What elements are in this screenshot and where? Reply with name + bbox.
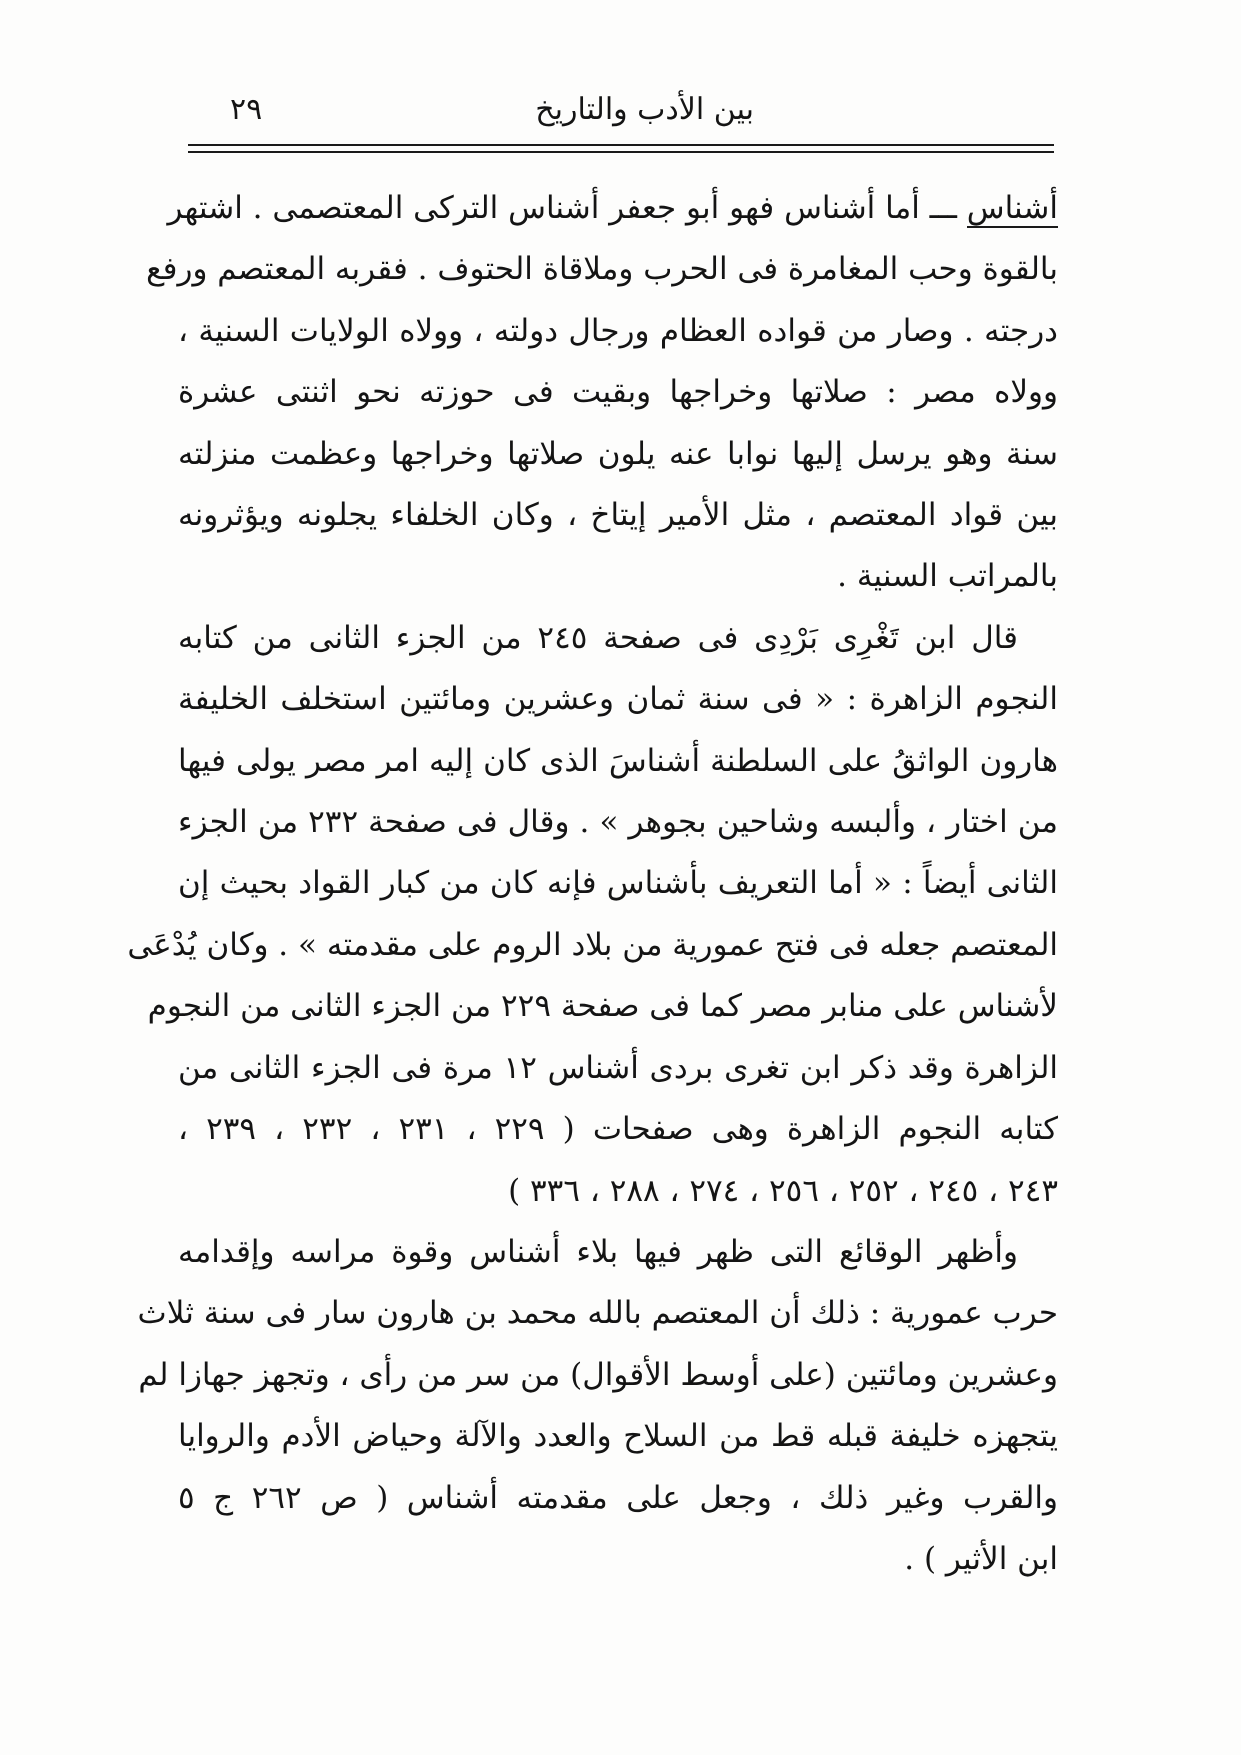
paragraph-ibn-taghri-birdi [127, 608, 1058, 1222]
text-line: سنة وهو يرسل إليها نوابا عنه يلون صلاتها وخراجها وعظمت منزلته [178, 435, 1058, 472]
text-line: من اختار ، وألبسه وشاحين بجوهر » . وقال فى صفحة ٢٣٢ من الجزء [178, 804, 1058, 841]
text-line: قال ابن تَغْرِى بَرْدِى فى صفحة ٢٤٥ من الجزء الثانى من كتابه [178, 619, 1019, 656]
paragraph-amorium [137, 1222, 1059, 1590]
text-line: حرب عمورية : ذلك أن المعتصم بالله محمد بن هارون سار فى سنة ثلاث [137, 1295, 1058, 1332]
body-text [127, 178, 1059, 1590]
text-line: النجوم الزاهرة : « فى سنة ثمان وعشرين ومائتين استخلف الخليفة [178, 681, 1058, 718]
header-rule-double [188, 151, 1054, 153]
text-line: لأشناس على منابر مصر كما فى صفحة ٢٢٩ من الجزء الثانى من النجوم [147, 988, 1058, 1025]
running-title: بين الأدب والتاريخ [535, 92, 754, 127]
text-line: بالمراتب السنية . [837, 558, 1058, 595]
text-line: الثانى أيضاً : « أما التعريف بأشناس فإنه كان من كبار القواد بحيث إن [178, 865, 1058, 902]
paragraph-ashnas-intro [146, 178, 1058, 608]
line-text: ـــ أما أشناس فهو أبو جعفر أشناس التركى المعتصمى . اشتهر [167, 190, 967, 226]
text-line: بين قواد المعتصم ، مثل الأمير إيتاخ ، وكان الخلفاء يجلونه ويؤثرونه [178, 497, 1058, 534]
text-line: ابن الأثير ) . [904, 1540, 1058, 1577]
text-line: ٢٤٣ ، ٢٤٥ ، ٢٥٢ ، ٢٥٦ ، ٢٧٤ ، ٢٨٨ ، ٣٣٦ ) [508, 1172, 1058, 1209]
text-line: كتابه النجوم الزاهرة وهى صفحات ( ٢٢٩ ، ٢٣١ ، ٢٣٢ ، ٢٣٩ ، [178, 1111, 1058, 1148]
text-line: هارون الواثقُ على السلطنة أشناسَ الذى كان إليه امر مصر يولى فيها [178, 742, 1058, 779]
lead-word: أشناس [966, 190, 1058, 226]
text-line [167, 178, 1058, 239]
text-line: وعشرين ومائتين (على أوسط الأقوال) من سر من رأى ، وتجهز جهازا لم [138, 1356, 1058, 1393]
page-number: ٢٩ [230, 92, 263, 127]
text-line: المعتصم جعله فى فتح عمورية من بلاد الروم على مقدمته » . وكان يُدْعَى [127, 926, 1058, 963]
header-rule [188, 144, 1054, 146]
text-line: بالقوة وحب المغامرة فى الحرب وملاقاة الحتوف . فقربه المعتصم ورفع [146, 251, 1058, 288]
text-line: درجته . وصار من قواده العظام ورجال دولته ، وولاه الولايات السنية ، [178, 312, 1058, 349]
text-line: وولاه مصر : صلاتها وخراجها وبقيت فى حوزته نحو اثنتى عشرة [178, 374, 1058, 411]
text-line: والقرب وغير ذلك ، وجعل على مقدمته أشناس ( ص ٢٦٢ ج ٥ [178, 1479, 1059, 1516]
text-line: يتجهزه خليفة قبله قط من السلاح والعدد والآلة وحياض الأدم والروايا [178, 1418, 1058, 1455]
page-header [188, 88, 1054, 144]
text-line: الزاهرة وقد ذكر ابن تغرى بردى أشناس ١٢ مرة فى الجزء الثانى من [178, 1049, 1058, 1086]
text-line: وأظهر الوقائع التى ظهر فيها بلاء أشناس وقوة مراسه وإقدامه [178, 1233, 1018, 1270]
